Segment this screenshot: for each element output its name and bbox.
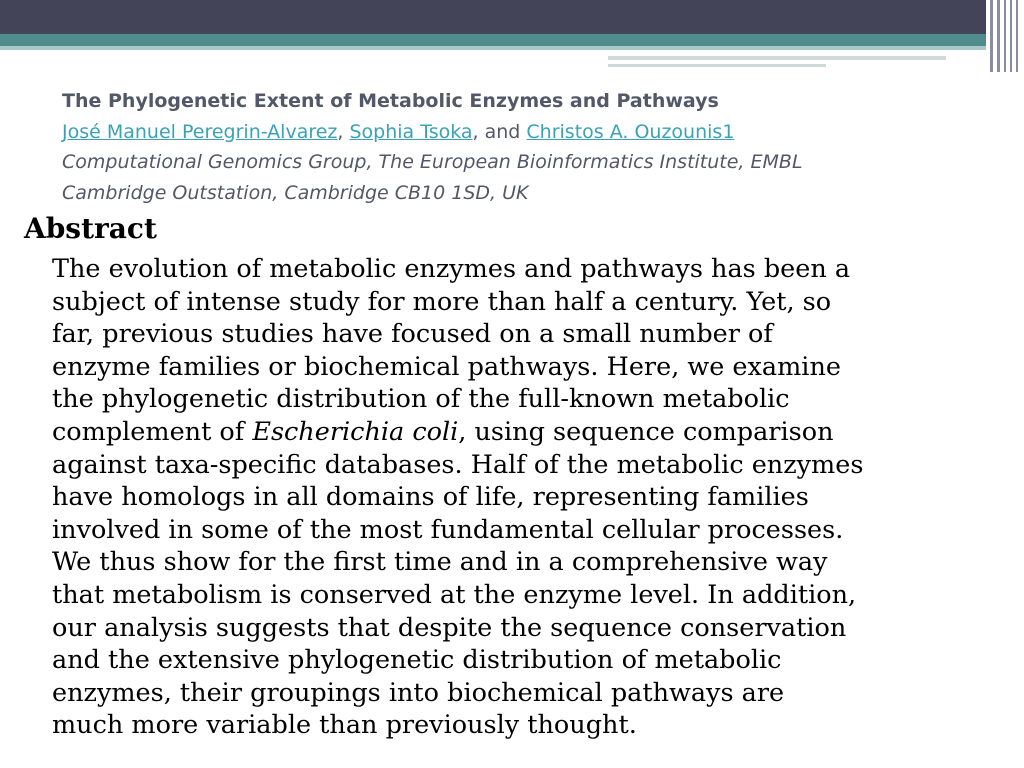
species-name: Escherichia coli: [252, 416, 459, 447]
abstract-text: , using sequence comparison: [458, 416, 834, 447]
author-link[interactable]: José Manuel Peregrin-Alvarez: [62, 120, 338, 143]
abstract-text: complement of: [52, 416, 253, 447]
affiliation-line: Computational Genomics Group, The European Bioinformatics Institute, EMBL: [62, 151, 803, 173]
abstract-line: subject of intense study for more than half a century. Yet, so: [52, 286, 832, 317]
author-link[interactable]: Christos A. Ouzounis1: [526, 120, 735, 143]
abstract-line: and the extensive phylogenetic distribution of metabolic: [52, 645, 782, 676]
abstract-line: The evolution of metabolic enzymes and pathways has been a: [52, 254, 851, 284]
author-list: [62, 117, 1002, 148]
slide-top-bar: [0, 0, 1024, 34]
abstract-line: enzyme families or biochemical pathways. Here, we examine: [52, 351, 841, 382]
abstract-heading: Abstract: [24, 212, 157, 245]
abstract-line: the phylogenetic distribution of the full-known metabolic: [52, 384, 790, 415]
abstract-line: our analysis suggests that despite the sequence conservation: [52, 612, 847, 643]
slide-corner-stripes: [986, 0, 1024, 72]
abstract-line: against taxa-specific databases. Half of the metabolic enzymes: [52, 449, 864, 480]
author-separator: , and: [472, 120, 527, 143]
abstract-line: much more variable than previously thought.: [52, 710, 637, 741]
author-link[interactable]: Sophia Tsoka: [349, 120, 473, 143]
paper-header: [62, 86, 1002, 208]
slide-deco-line: [608, 64, 826, 67]
abstract-line: far, previous studies have focused on a small number of: [52, 319, 773, 350]
abstract-line: that metabolism is conserved at the enzyme level. In addition,: [52, 579, 857, 610]
abstract-line: have homologs in all domains of life, representing families: [52, 482, 809, 513]
abstract-line: We thus show for the first time and in a comprehensive way: [52, 547, 828, 578]
author-separator: ,: [337, 120, 350, 143]
slide-deco-line: [608, 56, 946, 60]
abstract-line: enzymes, their groupings into biochemical pathways are: [52, 677, 785, 708]
abstract-line: [52, 416, 1002, 449]
affiliation-line: Cambridge Outstation, Cambridge CB10 1SD, UK: [62, 181, 529, 204]
slide-teal-band: [0, 34, 1024, 46]
paper-title: The Phylogenetic Extent of Metabolic Enzymes and Pathways: [62, 90, 719, 112]
slide-teal-band-light: [0, 46, 1024, 50]
abstract-line: involved in some of the most fundamental cellular processes.: [52, 514, 844, 545]
abstract-body: [52, 253, 1002, 742]
